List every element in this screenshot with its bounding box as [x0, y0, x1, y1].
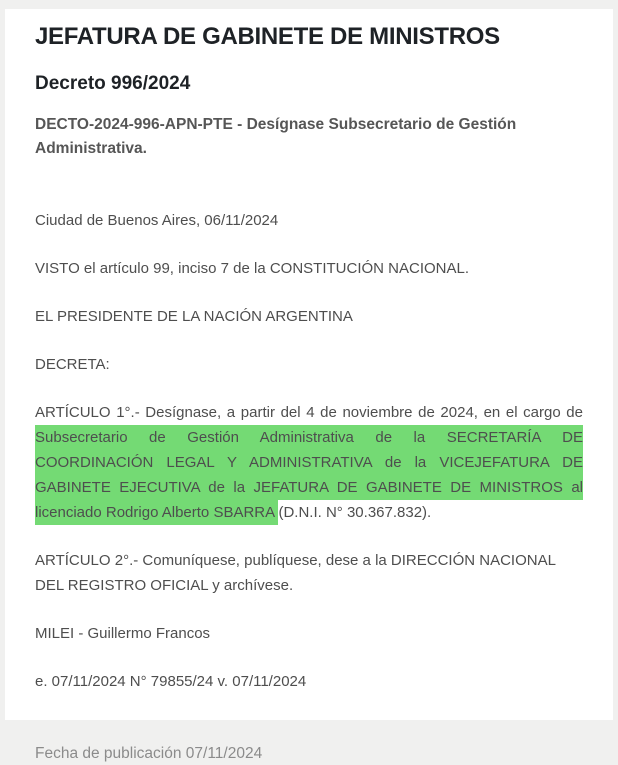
ministry-title: JEFATURA DE GABINETE DE MINISTROS — [35, 23, 500, 50]
article-1-highlighted-text: Subsecretario de Gestión Administrativa de la SECRETARÍA DE COORDINACIÓN LEGAL Y ADMINISTRATIVA de la VICEJEFATURA DE GABINETE EJECUTIVA de la JEFATURA DE GABINETE DE MINISTROS al licenciado Rodrigo Alberto SBARRA — [35, 425, 583, 525]
visto-clause: VISTO el artículo 99, inciso 7 de la CONSTITUCIÓN NACIONAL. — [35, 259, 470, 277]
president-line: EL PRESIDENTE DE LA NACIÓN ARGENTINA — [35, 307, 353, 325]
dateline: Ciudad de Buenos Aires, 06/11/2024 — [35, 211, 279, 229]
signature-line: MILEI - Guillermo Francos — [35, 624, 211, 642]
article-1-text-post: (D.N.I. N° 30.367.832). — [278, 503, 432, 521]
decree-number: Decreto 996/2024 — [35, 72, 191, 94]
publication-footer — [0, 720, 618, 765]
article-2: ARTÍCULO 2°.- Comuníquese, publíquese, dese a la DIRECCIÓN NACIONAL DEL REGISTRO OFICIAL y archívese. — [35, 551, 556, 594]
article-1 — [35, 400, 583, 525]
decree-card — [5, 9, 613, 720]
edict-line: e. 07/11/2024 N° 79855/24 v. 07/11/2024 — [35, 672, 307, 690]
article-1-text-pre: ARTÍCULO 1°.- Desígnase, a partir del 4 de noviembre de 2024, en el cargo de — [35, 403, 583, 421]
publication-date: Fecha de publicación 07/11/2024 — [35, 744, 263, 762]
decree-subtitle: DECTO-2024-996-APN-PTE - Desígnase Subsecretario de Gestión Administrativa. — [35, 115, 517, 157]
decreta-label: DECRETA: — [35, 355, 110, 373]
decree-body — [35, 208, 583, 694]
